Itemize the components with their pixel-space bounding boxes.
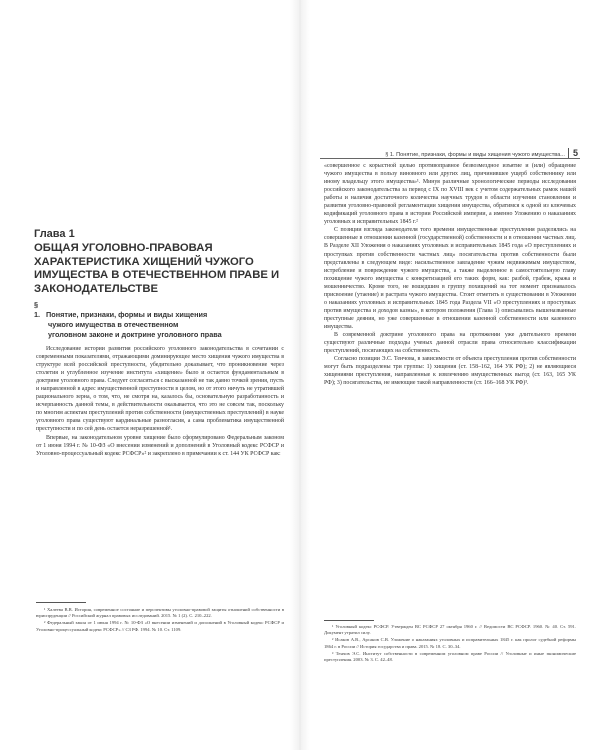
right-body-text — [324, 162, 576, 387]
left-body-text — [36, 345, 284, 458]
section-title-line: чужого имущества в отечественном — [48, 320, 179, 329]
chapter-heading — [34, 228, 284, 296]
paragraph: «совершенное с корыстной целью противоправное безвозмездное изъятие и (или) обращение чужого имущества в пользу виновного или других лиц, причинившее ущерб собственнику или иному владельцу этого имущества»¹. Минуя различные хронологические периоды исследования российского законодательства за период с IX по XVIII век с учетом содержательных рамок нашей работы и наличия достаточного количества научных трудов в области изучения становления и развития уголовно-правовой регламентации хищения имущества, обратимся к одной из ключевых кодификаций уголовного права в истории Российской империи, а именно Уложению о наказаниях уголовных и исправительных 1845 г.² — [324, 163, 576, 226]
right-page — [300, 0, 600, 750]
paragraph: В современной доктрине уголовного права на протяжении уже длительного времени существуют различные подходы ученых данной отрасли права относительно классификации преступлений, посягающих на собственность. — [324, 331, 576, 355]
section-title-line: Понятие, признаки, формы и виды хищения — [46, 310, 208, 319]
right-footnotes — [324, 624, 576, 664]
footnote-divider — [324, 620, 374, 621]
paragraph: Впервые, на законодательном уровне хищение было сформулировано Федеральным законом от 1 июня 1994 г. № 10-ФЗ «О внесении изменений и дополнений в Уголовный кодекс РСФСР и Уголовно-процессуальный кодекс РСФСР»² и закреплено в примечании к ст. 144 УК РСФСР как: — [36, 434, 284, 457]
book-gutter-shadow — [290, 0, 310, 750]
page-number: 5 — [568, 148, 578, 158]
footnote: ² Федеральный закон от 1 июня 1994 г. № 10-ФЗ «О внесении изменений и дополнений в Уголовный кодекс РСФСР и Уголовно-процессуальный кодекс РСФСР» // СЗ РФ. 1994. № 10. Ст. 1109. — [36, 620, 284, 632]
chapter-label: Глава 1 — [34, 228, 75, 240]
paragraph: Согласно позиции Э.С. Тенчова, в зависимости от объекта преступления против собственности могут быть подразделены три группы: 1) хищения (ст. 158–162, 164 УК РФ); 2) не являющиеся хищениями преступления, направленные к извлечению имущественных выгод (ст. 163, 165 УК РФ); 3) посягательства, не имеющие такой направленности (ст. 166–168 УК РФ)³. — [324, 356, 576, 387]
footnote: ¹ Халеева В.В. История, современное состояние и перспективы уголовно-правовой защиты отношений собственности в юриспруденции // Российский журнал правовых исследований. 2015. № 1 (2). С. 210–222. — [36, 607, 284, 619]
footnote: ¹ Уголовный кодекс РСФСР. Утвержден ВС РСФСР 27 октября 1960 г. // Ведомости ВС РСФСР. 1960. № 40. Ст. 591. Документ утратил силу. — [324, 624, 576, 636]
running-head — [328, 148, 578, 158]
section-title-line: уголовном законе и доктрине уголовного права — [48, 330, 222, 339]
footnote: ³ Тенчов Э.С. Институт собственности в современном уголовном праве России // Уголовные и иные экономические преступления. 2003. № 3. С. 42–48. — [324, 650, 576, 663]
left-footnotes — [36, 607, 284, 634]
paragraph: Исследование истории развития российского уголовного законодательства в сочетании с современными показателями, отражающими доминирующее место хищения чужого имущества в структуре всей российской преступности, убедительно доказывает, что проникновение через столетия и углубленное изучение института «хищение» было и остается фундаментальным в доктрине уголовного права. Следует согласиться с высказанной не так давно точкой зрения, пусть и направленной в адрес имущественной преступности в целом, но от этого ничуть не утратившей рационального зерна, о том, что, не смотря на, казалось бы, основательную разработанность и исчерпанность данной темы, в действительности оказывается, что это не совсем так, поскольку по многим аспектам преступлений против собственности (имущественных преступлений) в науке уголовного права существуют кардинальные разногласия, а сама проблематика имущественной преступности и по сей день остается неразрешенной¹. — [36, 346, 284, 433]
running-head-text: § 1. Понятие, признаки, формы и виды хищения чужого имущества... — [385, 152, 565, 158]
header-divider — [320, 158, 580, 159]
section-title — [34, 300, 284, 340]
footnote-divider — [36, 602, 86, 603]
chapter-title: ОБЩАЯ УГОЛОВНО-ПРАВОВАЯ ХАРАКТЕРИСТИКА ХИЩЕНИЙ ЧУЖОГО ИМУЩЕСТВА В ОТЕЧЕСТВЕННОМ ПРАВЕ И ЗАКОНОДАТЕЛЬСТВЕ — [34, 242, 280, 295]
footnote: ² Исаков А.В., Арсанов С.В. Уложение о наказаниях уголовных и исправительных 1845 г. как пролог судебной реформы 1864 г. в России // История государства и права. 2015. № 18. С. 30–34. — [324, 637, 576, 649]
paragraph: С позиции взгляда законодателя того времени имущественные преступления разделялись на совершенные в отношении казенной (государственной) собственности и в отношении частных лиц. В Разделе XII Уложения о наказаниях уголовных и исправительных 1845 года «О преступлениях и проступках против собственности частных лиц» посягательства против собственности были представлены в следующем виде: насильственное завладение чужим недвижимым имуществом, истребление и повреждение чужого имущества, а также выделенное в самостоятельную главу похищение чужого имущества с конкретизацией его таких форм, как: разбой, грабеж, кража и мошенничество. Кроме того, не вошедшим в группу похищений на тот момент признавалось присвоение (утаение) и растрата чужого имущества. Стоит отметить в существовании в Уложении о наказаниях уголовных и исправительных 1845 года Раздела VII «О преступлениях и проступках против имущества и доходов казны», в котором положения (Глава 1) описывались вышеназванные преступные деяния, но уже совершенные в отношении казенной собственности или казенного имущества. — [324, 227, 576, 330]
section-number: § 1. — [34, 300, 41, 319]
